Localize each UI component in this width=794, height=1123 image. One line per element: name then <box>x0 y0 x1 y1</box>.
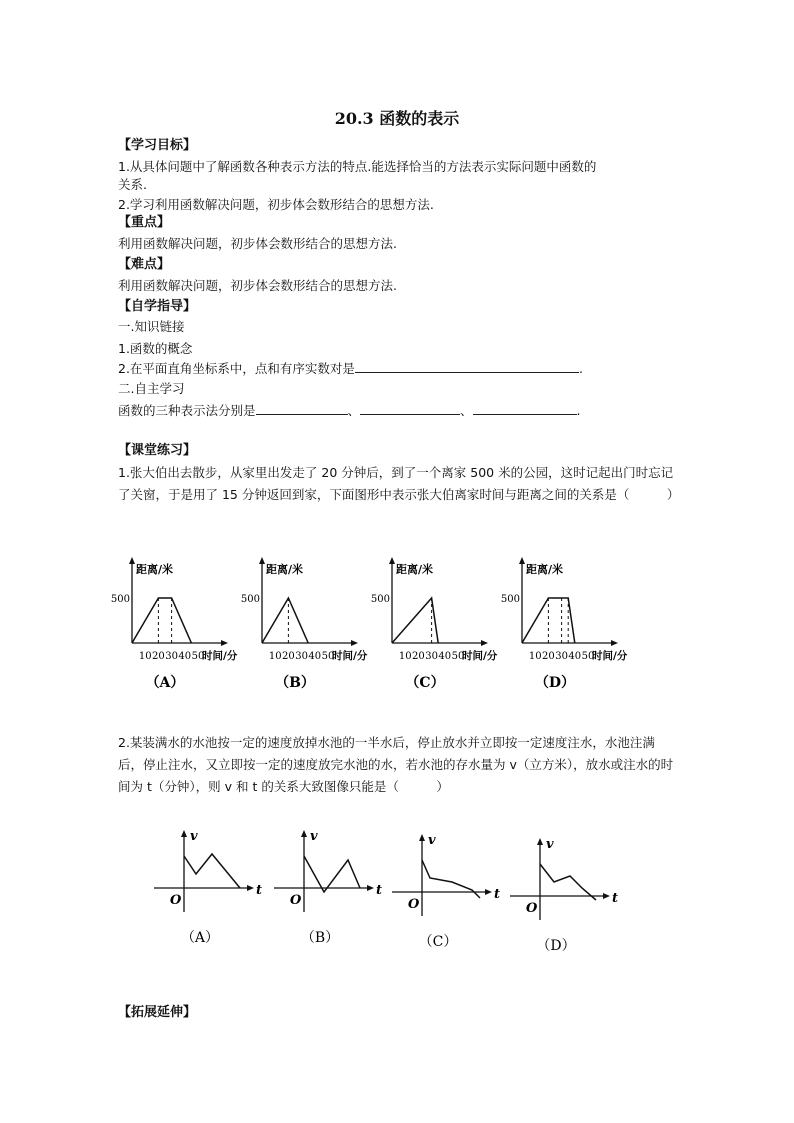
x-tick-label: 20 <box>412 651 425 662</box>
y-tick-label: 500 <box>110 594 130 605</box>
y-axis-label: v <box>428 833 436 848</box>
knowledge-link-item-1: 1.函数的概念 <box>118 341 193 356</box>
x-axis-label: 时间/分 <box>332 650 368 662</box>
answer-blank-2[interactable] <box>360 402 460 415</box>
origin-label: O <box>408 897 420 912</box>
x-axis-arrow <box>485 889 492 895</box>
x-axis-arrow <box>611 640 618 646</box>
difficulty-heading: 【难点】 <box>118 257 171 272</box>
x-tick-label: 50 <box>451 651 465 662</box>
question-2-option-graphs <box>148 826 648 956</box>
x-axis-arrow <box>481 640 488 646</box>
goals-heading: 【学习目标】 <box>118 138 197 153</box>
distance-time-chart-2 <box>241 557 368 691</box>
y-axis-arrow <box>259 557 265 564</box>
option-label: （B） <box>275 675 315 691</box>
y-axis-label: 距离/米 <box>266 563 304 576</box>
x-tick-label: 20 <box>152 651 165 662</box>
difficulty-text: 利用函数解决问题，初步体会数形结合的思想方法. <box>118 278 397 293</box>
self-study-subheading: 二.自主学习 <box>118 381 185 396</box>
x-axis-label: t <box>376 883 383 898</box>
y-axis-label: 距离/米 <box>136 563 174 576</box>
question-1-option-charts <box>110 555 678 695</box>
y-tick-label: 500 <box>240 594 260 605</box>
y-axis-label: 距离/米 <box>526 563 564 576</box>
x-axis-label: 时间/分 <box>462 650 498 662</box>
self-study-heading: 【自学指导】 <box>118 299 197 314</box>
knowledge-link-item-2: 2.在平面直角坐标系中，点和有序实数对是 . <box>118 361 583 376</box>
y-axis-arrow <box>537 838 543 845</box>
x-tick-label: 10 <box>398 651 412 662</box>
y-tick-label: 500 <box>370 594 390 605</box>
y-axis-label: v <box>190 829 198 844</box>
option-label: （C） <box>405 675 445 691</box>
x-tick-label: 20 <box>542 651 555 662</box>
y-axis-label: 距离/米 <box>396 563 434 576</box>
y-tick-label: 500 <box>500 594 520 605</box>
option-label: （A） <box>145 675 185 691</box>
option-label: （C） <box>418 934 458 950</box>
series-line <box>262 598 308 643</box>
y-axis-arrow <box>301 830 307 837</box>
x-tick-label: 30 <box>295 651 308 662</box>
origin-label: O <box>526 901 538 916</box>
practice-heading: 【课堂练习】 <box>118 443 197 458</box>
curve-line <box>304 856 360 892</box>
x-tick-label: 30 <box>425 651 438 662</box>
x-axis-label: t <box>612 891 619 906</box>
option-label: （B） <box>300 930 340 946</box>
distance-time-chart-4 <box>501 557 628 691</box>
x-tick-label: 40 <box>568 651 582 662</box>
x-tick-label: 10 <box>268 651 282 662</box>
y-axis-arrow <box>519 557 525 564</box>
y-axis-arrow <box>129 557 135 564</box>
x-tick-label: 40 <box>178 651 192 662</box>
distance-time-chart-1 <box>111 557 238 691</box>
y-axis-label: v <box>310 829 318 844</box>
answer-blank-3[interactable] <box>473 402 577 415</box>
vt-graph-4 <box>510 837 618 954</box>
x-axis-arrow <box>367 885 374 891</box>
x-tick-label: 10 <box>528 651 542 662</box>
x-axis-arrow <box>247 885 254 891</box>
x-tick-label: 20 <box>282 651 295 662</box>
x-tick-label: 50 <box>191 651 205 662</box>
x-tick-label: 30 <box>165 651 178 662</box>
curve-line <box>184 854 240 888</box>
origin-label: O <box>290 893 302 908</box>
option-label: （D） <box>534 675 576 691</box>
vt-graph-1 <box>154 829 262 946</box>
goal-1-line-1: 1.从具体问题中了解函数各种表示方法的特点.能选择恰当的方法表示实际问题中函数的 <box>118 159 597 174</box>
distance-time-chart-3 <box>371 557 498 691</box>
goal-1-line-2: 关系. <box>118 177 147 192</box>
answer-blank-1[interactable] <box>256 402 348 415</box>
page-title: 20.3 函数的表示 <box>334 109 460 128</box>
y-axis-arrow <box>389 557 395 564</box>
key-heading: 【重点】 <box>118 215 171 230</box>
vt-graph-2 <box>274 829 382 946</box>
goal-2: 2.学习利用函数解决问题，初步体会数形结合的思想方法. <box>118 197 434 212</box>
question-1: 1.张大伯出去散步，从家里出发走了 20 分钟后，到了一个离家 500 米的公园，这时记起出门时忘记了关窗，于是用了 15 分钟返回到家，下面图形中表示张大伯离家时间与距离之间的关系是（ ） <box>118 465 680 502</box>
x-axis-arrow <box>351 640 358 646</box>
x-tick-label: 40 <box>308 651 322 662</box>
x-axis-arrow <box>603 893 610 899</box>
answer-blank[interactable] <box>355 360 579 373</box>
origin-label: O <box>170 893 182 908</box>
x-tick-label: 30 <box>555 651 568 662</box>
y-axis-arrow <box>419 834 425 841</box>
x-tick-label: 40 <box>438 651 452 662</box>
x-axis-label: t <box>494 887 501 902</box>
vt-graph-3 <box>392 833 500 950</box>
knowledge-link-heading: 一.知识链接 <box>118 319 185 334</box>
y-axis-label: v <box>546 837 554 852</box>
key-text: 利用函数解决问题，初步体会数形结合的思想方法. <box>118 236 397 251</box>
y-axis-arrow <box>181 830 187 837</box>
option-label: （D） <box>536 938 576 954</box>
extension-heading: 【拓展延伸】 <box>118 1005 197 1020</box>
x-axis-label: t <box>256 883 263 898</box>
curve-line <box>540 864 596 900</box>
x-tick-label: 50 <box>581 651 595 662</box>
x-tick-label: 50 <box>321 651 335 662</box>
x-tick-label: 10 <box>138 651 152 662</box>
series-line <box>132 598 191 643</box>
three-representations: 函数的三种表示法分别是 、 、 . <box>118 403 581 418</box>
x-axis-label: 时间/分 <box>202 650 238 662</box>
x-axis-arrow <box>221 640 228 646</box>
question-2: 2.某装满水的水池按一定的速度放掉水池的一半水后，停止放水并立即按一定速度注水，水池注满后，停止注水，又立即按一定的速度放完水池的水，若水池的存水量为 v（立方米），放水或注水的时间为 t（分钟），则 v 和 t 的关系大致图像只能是（ ） <box>118 735 674 794</box>
option-label: （A） <box>180 930 220 946</box>
x-axis-label: 时间/分 <box>592 650 628 662</box>
